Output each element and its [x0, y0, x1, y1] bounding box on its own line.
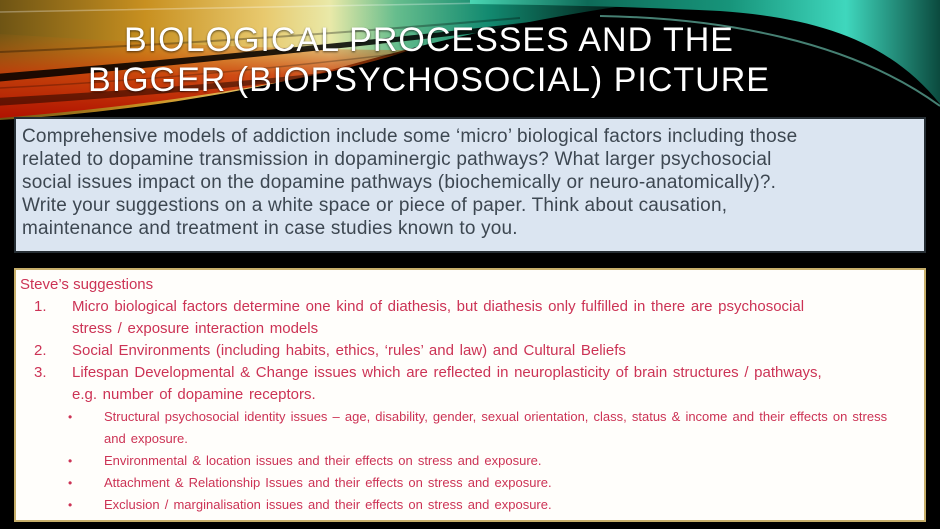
sub-bullet-4: [20, 494, 916, 516]
numbered-item-3: [20, 362, 916, 406]
question-text-box: [14, 117, 926, 253]
suggestions-heading: Steve’s suggestions: [20, 276, 154, 293]
question-line: maintenance and treatment in case studies known to you.: [22, 218, 518, 239]
question-line: Comprehensive models of addiction include some ‘micro’ biological factors including those: [22, 126, 798, 147]
suggestions-text-box: [14, 268, 926, 522]
item-number: 3.: [34, 364, 47, 381]
question-line: Write your suggestions on a white space or piece of paper. Think about causation,: [22, 195, 728, 216]
sub-bullet-text: Exclusion / marginalisation issues and their effects on stress and exposure.: [104, 497, 552, 512]
sub-bullet-text: Environmental & location issues and their effects on stress and exposure.: [104, 453, 542, 468]
item-text: Lifespan Developmental & Change issues which are reflected in neuroplasticity of brain structures / pathways, e.g. number of dopamine receptors.: [72, 364, 822, 403]
slide-title-line2: BIGGER (BIOPSYCHOSOCIAL) PICTURE: [88, 61, 770, 99]
slide-title: [0, 20, 940, 100]
numbered-item-2: [20, 340, 916, 362]
numbered-item-1: [20, 296, 916, 340]
bullet-icon: •: [68, 498, 73, 512]
item-number: 1.: [34, 298, 47, 315]
item-text: Social Environments (including habits, ethics, ‘rules’ and law) and Cultural Beliefs: [72, 342, 626, 359]
item-number: 2.: [34, 342, 47, 359]
bullet-icon: •: [68, 476, 73, 490]
question-line: social issues impact on the dopamine pathways (biochemically or neuro-anatomically)?.: [22, 172, 777, 193]
bullet-icon: •: [68, 454, 73, 468]
sub-bullet-text: Structural psychosocial identity issues – age, disability, gender, sexual orientation, class, status & income and their effects on stress and exposure.: [104, 409, 888, 446]
sub-bullet-3: [20, 472, 916, 494]
sub-bullet-1: [20, 406, 916, 450]
item-text: Micro biological factors determine one kind of diathesis, but diathesis only fulfilled in there are psychosocial stress / exposure interaction models: [72, 298, 805, 337]
question-line: related to dopamine transmission in dopaminergic pathways? What larger psychosocial: [22, 149, 772, 170]
bullet-icon: •: [68, 410, 73, 424]
sub-bullet-text: Attachment & Relationship Issues and their effects on stress and exposure.: [104, 475, 552, 490]
slide-title-line1: BIOLOGICAL PROCESSES AND THE: [124, 21, 734, 59]
sub-bullet-2: [20, 450, 916, 472]
